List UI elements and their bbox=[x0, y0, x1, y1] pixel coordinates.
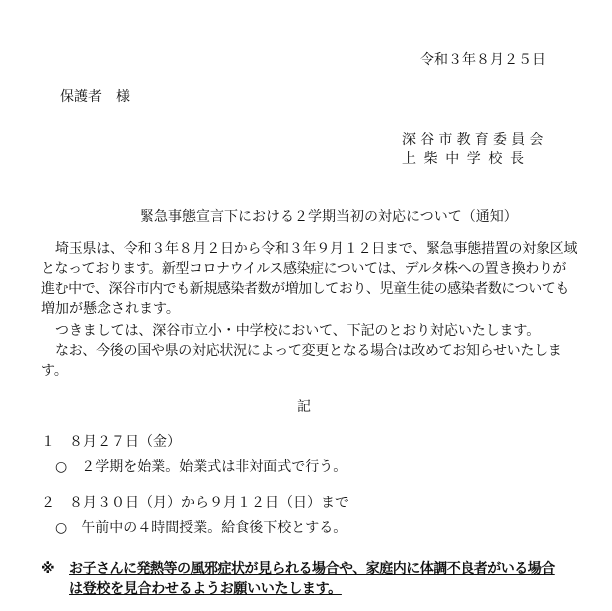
item-2-heading: ２ ８月３０日（月）から９月１２日（日）まで bbox=[41, 495, 349, 511]
document-date: 令和３年８月２５日 bbox=[420, 52, 546, 68]
note-text-1: お子さんに発熱等の風邪症状が見られる場合や、家庭内に体調不良者がいる場合 bbox=[69, 561, 555, 577]
body-line-5: つきましては、深谷市立小・中学校において、下記のとおり対応いたします。 bbox=[55, 323, 541, 339]
document-title: 緊急事態宣言下における２学期当初の対応について（通知） bbox=[140, 209, 518, 225]
body-line-2: となっております。新型コロナウイルス感染症については、デルタ株への置き換わりが bbox=[41, 261, 566, 277]
body-line-6: なお、今後の国や県の対応状況によって変更となる場合は改めてお知らせいたしま bbox=[55, 343, 562, 359]
recipient: 保護者 様 bbox=[60, 89, 130, 105]
item-1-detail: ○ ２学期を始業。始業式は非対面式で行う。 bbox=[55, 459, 348, 475]
item-2-detail: ○ 午前中の４時間授業。給食後下校とする。 bbox=[55, 520, 348, 536]
item-1-heading: １ ８月２７日（金） bbox=[41, 434, 181, 450]
sender-principal: 上柴中学校長 bbox=[402, 151, 532, 167]
body-line-4: 増加が懸念されます。 bbox=[41, 301, 180, 317]
note-line-1 bbox=[41, 560, 555, 578]
sender-organization: 深谷市教育委員会 bbox=[402, 132, 548, 148]
note-mark: ※ bbox=[41, 561, 55, 577]
body-line-7: す。 bbox=[41, 363, 68, 379]
body-line-3: 進む中で、深谷市内でも新規感染者数が増加しており、児童生徒の感染者数についても bbox=[41, 281, 569, 297]
ki-heading: 記 bbox=[297, 399, 311, 415]
note-line-2: は登校を見合わせるようお願いいたします。 bbox=[69, 581, 342, 597]
body-line-1: 埼玉県は、令和３年８月２日から令和３年９月１２日まで、緊急事態措置の対象区域 bbox=[55, 241, 578, 257]
